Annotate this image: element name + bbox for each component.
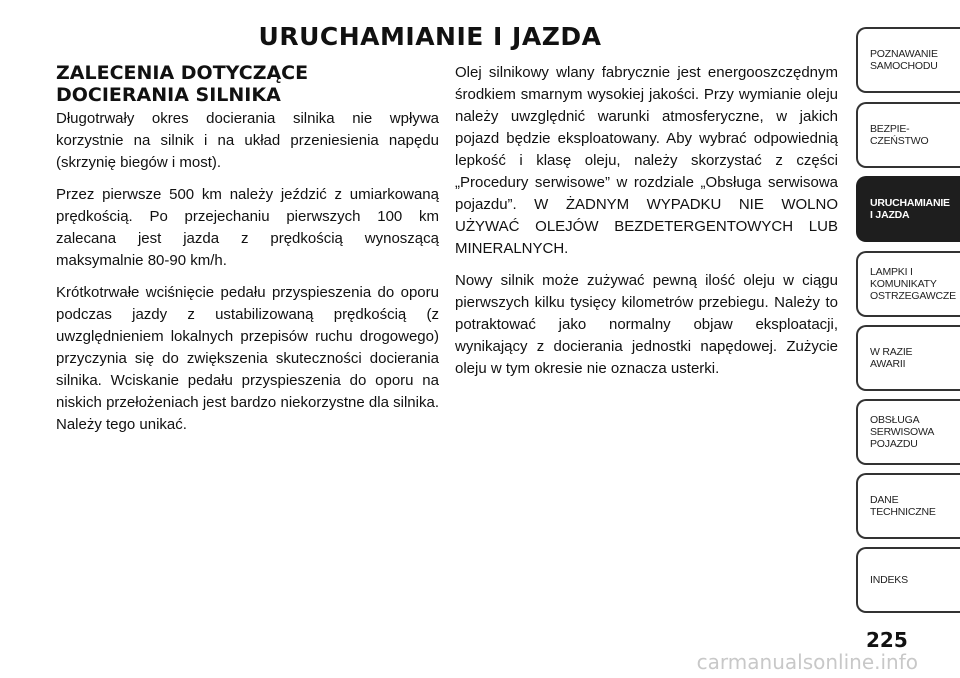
page-title: URUCHAMIANIE I JAZDA	[258, 22, 602, 51]
tab-label: W RAZIE AWARII	[870, 346, 913, 370]
tab-uruchamianie-i-jazda[interactable]	[856, 176, 960, 242]
tab-dane-techniczne[interactable]	[856, 473, 960, 539]
paragraph: Przez pierwsze 500 km należy jeździć z umiarkowaną prędkością. Po przejechaniu pierwszych 100 km zalecana jest jazda z prędkością wynoszącą maksymalnie 80-90 km/h.	[56, 186, 439, 269]
paragraph: Nowy silnik może zużywać pewną ilość oleju w ciągu pierwszych kilku tysięcy kilometrów przebiegu. Należy to potraktować jako normalny objaw eksploatacji, wynikający z docierania jednostki napędowej. Zużycie oleju w tym okresie nie oznacza usterki.	[455, 272, 838, 377]
paragraph: Krótkotrwałe wciśnięcie pedału przyspieszenia do oporu podczas jazdy z ustabilizowaną prędkością (z uwzględnieniem lokalnych przepisów ruchu drogowego) przyczynia się do zwiększenia skuteczności docierania silnika. Wciskanie pedału przyspieszenia do oporu na niskich przełożeniach jest bardzo niekorzystne dla silnika. Należy tego unikać.	[56, 284, 439, 433]
tab-lampki-i-komunikaty[interactable]	[856, 251, 960, 317]
tab-label: LAMPKI I KOMUNIKATY OSTRZEGAWCZE	[870, 266, 956, 302]
tab-poznawanie-samochodu[interactable]	[856, 27, 960, 93]
tab-label: POZNAWANIE SAMOCHODU	[870, 48, 938, 72]
tab-label: INDEKS	[870, 574, 908, 586]
tab-bezpieczenstwo[interactable]	[856, 102, 960, 168]
right-column	[455, 62, 838, 390]
left-column	[56, 62, 439, 446]
page-number: 225	[866, 628, 908, 652]
paragraph: Olej silnikowy wlany fabrycznie jest energooszczędnym środkiem smarnym wysokiej jakości. Przy wymianie oleju należy uwzględnić warunki atmosferyczne, w jakich pojazd będzie eksploatowany. Aby wybrać odpowiednią lepkość i klasę oleju, należy skorzystać z części „Procedury serwisowe” w rozdziale „Obsługa serwisowa pojazdu”. W ŻADNYM WYPADKU NIE WOLNO UŻYWAĆ OLEJÓW BEZDETERGENTOWYCH LUB MINERALNYCH.	[455, 64, 838, 257]
tab-label: BEZPIE- CZEŃSTWO	[870, 123, 929, 147]
tab-obsluga-serwisowa[interactable]	[856, 399, 960, 465]
tab-w-razie-awarii[interactable]	[856, 325, 960, 391]
watermark: carmanualsonline.info	[696, 650, 918, 674]
chapter-tabs	[856, 27, 960, 623]
tab-label: DANE TECHNICZNE	[870, 494, 936, 518]
tab-label: URUCHAMIANIE I JAZDA	[870, 197, 950, 221]
tab-indeks[interactable]	[856, 547, 960, 613]
paragraph: Długotrwały okres docierania silnika nie wpływa korzystnie na silnik i na układ przeniesienia napędu (skrzynię biegów i most).	[56, 110, 439, 171]
tab-label: OBSŁUGA SERWISOWA POJAZDU	[870, 414, 935, 450]
section-heading: ZALECENIA DOTYCZĄCE DOCIERANIA SILNIKA	[56, 62, 309, 106]
